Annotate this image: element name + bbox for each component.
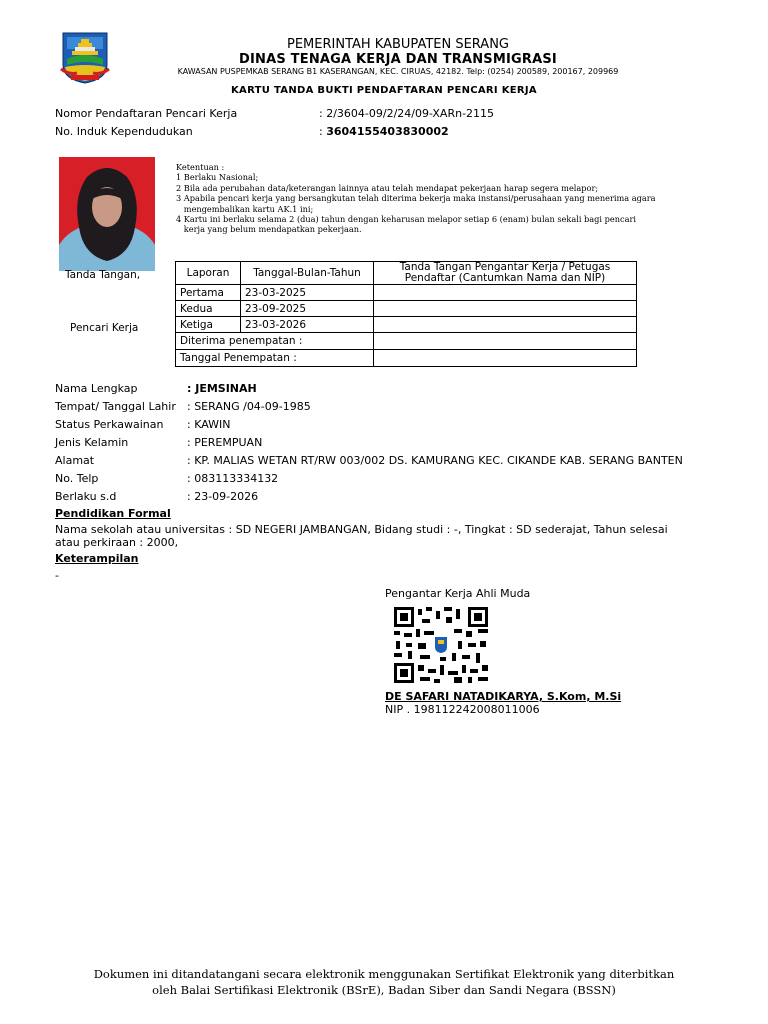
name-value: : JEMSINAH bbox=[187, 382, 257, 395]
report-table bbox=[175, 261, 637, 367]
row-signature bbox=[374, 285, 637, 301]
header-government: PEMERINTAH KABUPATEN SERANG bbox=[287, 37, 509, 52]
header-date: Tanggal-Bulan-Tahun bbox=[241, 262, 374, 285]
education-title: Pendidikan Formal bbox=[55, 507, 171, 520]
terms-item: 1 Berlaku Nasional; bbox=[176, 172, 259, 183]
row-signature bbox=[374, 317, 637, 333]
terms-heading: Ketentuan : bbox=[176, 162, 225, 172]
birth-value: : SERANG /04-09-1985 bbox=[187, 400, 311, 413]
registration-value: : 2/3604-09/2/24/09-XARn-2115 bbox=[319, 107, 495, 120]
row-date: 23-03-2025 bbox=[241, 285, 374, 301]
valid-until-label: Berlaku s.d bbox=[55, 490, 117, 503]
row-label: Ketiga bbox=[176, 317, 241, 333]
birth-label: Tempat/ Tanggal Lahir bbox=[55, 400, 176, 413]
row-signature bbox=[374, 301, 637, 317]
nik-value bbox=[319, 125, 449, 138]
education-line1: Nama sekolah atau universitas : SD NEGERI JAMBANGAN, Bidang studi : -, Tingkat : SD sederajat, Tahun selesai bbox=[55, 523, 668, 536]
valid-until-value: : 23-09-2026 bbox=[187, 490, 259, 503]
footer-line2: oleh Balai Sertifikasi Elektronik (BSrE), Badan Siber dan Sandi Negara (BSSN) bbox=[152, 983, 616, 997]
phone-value: : 083113334132 bbox=[187, 472, 279, 485]
row-label: Kedua bbox=[176, 301, 241, 317]
marital-label: Status Perkawainan bbox=[55, 418, 164, 431]
skills-value: - bbox=[55, 569, 59, 582]
report-table-header bbox=[176, 262, 637, 285]
terms-block bbox=[176, 162, 716, 235]
terms-item: mengembalikan kartu AK.1 ini; bbox=[176, 203, 314, 214]
diterima-value bbox=[374, 333, 637, 350]
signature-owner-label: Pencari Kerja bbox=[70, 322, 139, 334]
document-title: KARTU TANDA BUKTI PENDAFTARAN PENCARI KERJA bbox=[231, 85, 537, 96]
gender-value: : PEREMPUAN bbox=[187, 436, 263, 449]
table-row bbox=[176, 285, 637, 301]
officer-nip: NIP . 198112242008011006 bbox=[385, 703, 540, 716]
officer-name: DE SAFARI NATADIKARYA, S.Kom, M.Si bbox=[385, 690, 622, 703]
nik-number: 3604155403830002 bbox=[326, 125, 449, 138]
gender-label: Jenis Kelamin bbox=[55, 436, 129, 449]
footer-note bbox=[0, 966, 768, 998]
nik-label: No. Induk Kependudukan bbox=[55, 125, 193, 138]
marital-value: : KAWIN bbox=[187, 418, 231, 431]
address-label: Alamat bbox=[55, 454, 95, 467]
signature-label: Tanda Tangan, bbox=[65, 269, 141, 281]
nik-prefix: : bbox=[319, 125, 327, 138]
name-label: Nama Lengkap bbox=[55, 382, 138, 395]
terms-item: 4 Kartu ini berlaku selama 2 (dua) tahun dengan keharusan melapor setiap 6 (enam) bulan sekali bagi pencari bbox=[176, 214, 636, 225]
applicant-photo bbox=[59, 157, 155, 271]
header-agency: DINAS TENAGA KERJA DAN TRANSMIGRASI bbox=[239, 52, 557, 67]
skills-title: Keterampilan bbox=[55, 552, 139, 565]
address-value: : KP. MALIAS WETAN RT/RW 003/002 DS. KAMURANG KEC. CIKANDE KAB. SERANG BANTEN bbox=[187, 454, 683, 467]
row-label: Pertama bbox=[176, 285, 241, 301]
terms-item: kerja yang belum mendapatkan pekerjaan. bbox=[176, 224, 362, 235]
table-row bbox=[176, 333, 637, 350]
table-row bbox=[176, 317, 637, 333]
officer-role: Pengantar Kerja Ahli Muda bbox=[385, 587, 531, 600]
diterima-label: Diterima penempatan : bbox=[176, 333, 374, 350]
terms-item: 3 Apabila pencari kerja yang bersangkutan telah diterima bekerja maka instansi/perusahaan yang menerima agara bbox=[176, 193, 656, 204]
tanggal-label: Tanggal Penempatan : bbox=[176, 350, 374, 367]
header-address: KAWASAN PUSPEMKAB SERANG B1 KASERANGAN, KEC. CIRUAS, 42182. Telp: (0254) 200589, 200167, 209969 bbox=[177, 67, 619, 76]
row-date: 23-03-2026 bbox=[241, 317, 374, 333]
footer-line1: Dokumen ini ditandatangani secara elektronik menggunakan Sertifikat Elektronik yang diterbitkan bbox=[93, 967, 675, 981]
education-line2: atau perkiraan : 2000, bbox=[55, 536, 179, 549]
table-row bbox=[176, 350, 637, 367]
header-signature bbox=[374, 262, 637, 285]
registration-label: Nomor Pendaftaran Pencari Kerja bbox=[55, 107, 238, 120]
header-signature-line1: Tanda Tangan Pengantar Kerja / Petugas bbox=[399, 261, 611, 273]
phone-label: No. Telp bbox=[55, 472, 99, 485]
header-laporan: Laporan bbox=[176, 262, 241, 285]
qr-code bbox=[394, 607, 488, 683]
header-signature-line2: Pendaftar (Cantumkan Nama dan NIP) bbox=[404, 272, 606, 284]
tanggal-value bbox=[374, 350, 637, 367]
row-date: 23-09-2025 bbox=[241, 301, 374, 317]
terms-item: 2 Bila ada perubahan data/keterangan lainnya atau telah mendapat pekerjaan harap segera melapor; bbox=[176, 182, 599, 193]
table-row bbox=[176, 301, 637, 317]
